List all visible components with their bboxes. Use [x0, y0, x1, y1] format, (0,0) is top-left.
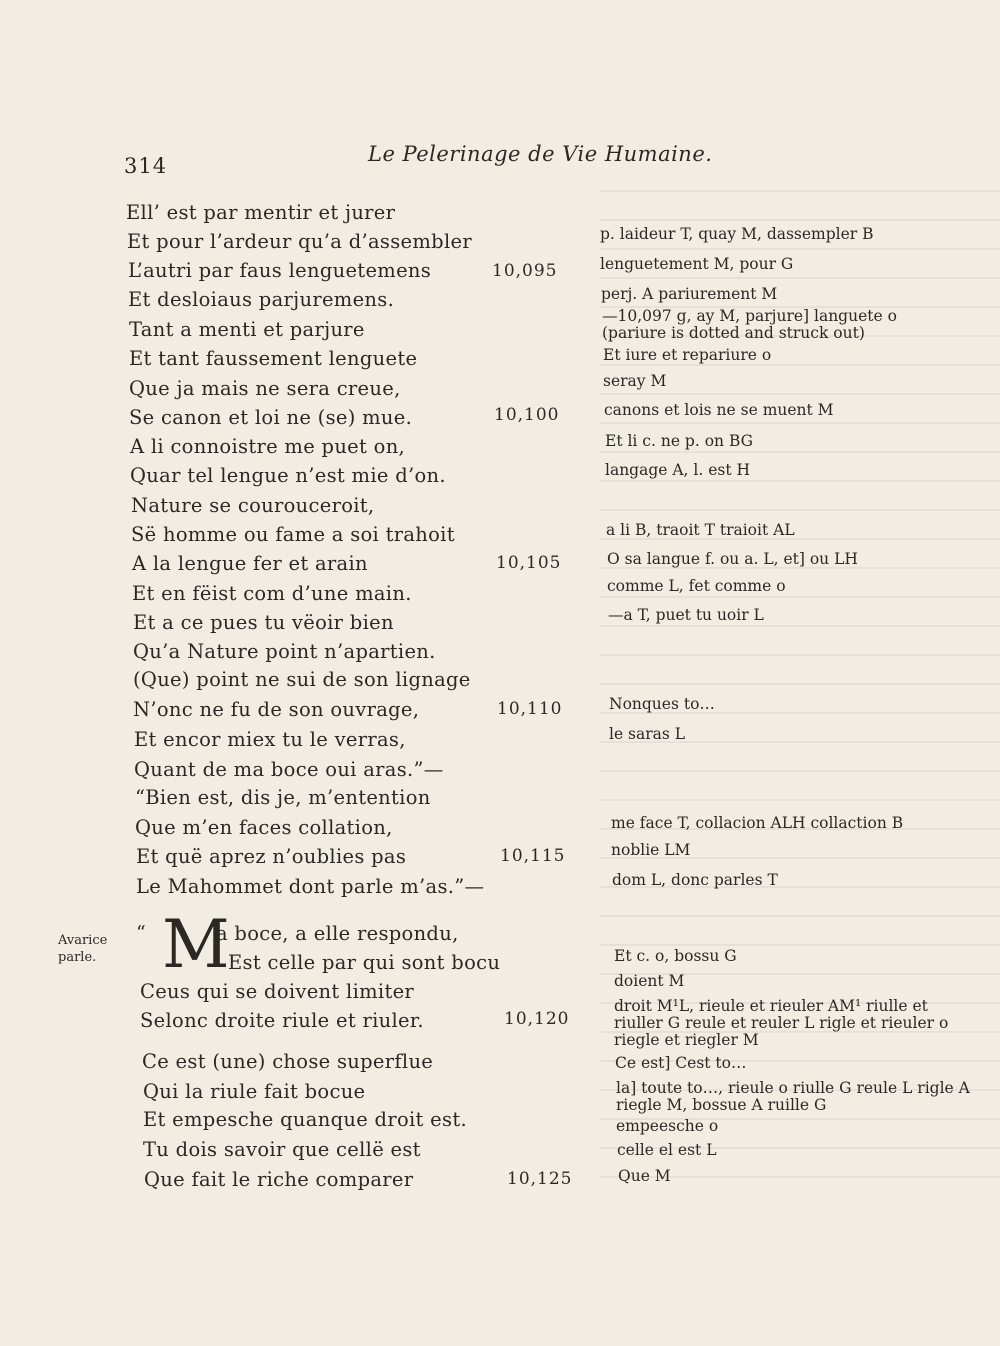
verse-line: Et quë aprez n’oublies pas: [136, 845, 407, 868]
apparatus-note: Que M: [618, 1167, 671, 1185]
apparatus-note: la] toute to…, rieule o riulle G reule L rigle A riegle M, bossue A ruille G: [616, 1079, 970, 1114]
apparatus-note: a li B, traoit T traioit AL: [606, 521, 795, 539]
apparatus-note: Nonques to…: [609, 695, 715, 713]
verse-line: Que fait le riche comparer: [144, 1168, 414, 1191]
verse-line: Et en fëist com d’une main.: [132, 582, 412, 605]
apparatus-note: noblie LM: [611, 841, 691, 859]
apparatus-note: p. laideur T, quay M, dassempler B: [600, 225, 874, 243]
verse-line: Et pour l’ardeur qu’a d’assembler: [127, 230, 472, 253]
apparatus-note: perj. A pariurement M: [601, 285, 778, 303]
apparatus-note: comme L, fet comme o: [607, 577, 786, 595]
verse-line: L’autri par faus lenguetemens: [128, 259, 432, 282]
line-number: 10,105: [496, 553, 562, 573]
verse-line: Quar tel lengue n’est mie d’on.: [130, 464, 446, 487]
apparatus-note: celle el est L: [617, 1141, 717, 1159]
verse-line: Est celle par qui sont bocu: [228, 951, 501, 974]
apparatus-note: droit M¹L, rieule et rieuler AM¹ riulle et riuller G reule et reuler L rigle et rieuler o riegle et riegler M: [614, 997, 949, 1049]
apparatus-note: dom L, donc parles T: [612, 871, 778, 889]
verse-line: “Bien est, dis je, m’entention: [135, 786, 431, 809]
apparatus-note: —10,097 g, ay M, parjure] languete o (pariure is dotted and struck out): [602, 307, 897, 342]
verse-line: Que ja mais ne sera creue,: [129, 377, 401, 400]
apparatus-note: Et iure et repariure o: [603, 346, 772, 364]
apparatus-note: O sa langue f. ou a. L, et] ou LH: [607, 550, 858, 568]
page-number: 314: [124, 154, 168, 178]
margin-note: Avarice parle.: [58, 933, 108, 965]
verse-line: Et a ce pues tu vëoir bien: [133, 611, 394, 634]
verse-line: (Que) point ne sui de son lignage: [133, 668, 471, 691]
verse-line: Se canon et loi ne (se) mue.: [129, 406, 413, 429]
apparatus-note: seray M: [603, 372, 667, 390]
apparatus-note: Ce est] Cest to…: [615, 1054, 747, 1072]
line-number: 10,115: [500, 846, 566, 866]
verse-line: Qu’a Nature point n’apartien.: [133, 640, 436, 663]
verse-line: Nature se courouceroit,: [131, 494, 375, 517]
apparatus-note: me face T, collacion ALH collaction B: [611, 814, 904, 832]
verse-line: Selonc droite riule et riuler.: [140, 1009, 424, 1032]
opening-quote: “: [136, 922, 146, 944]
apparatus-note: —a T, puet tu uoir L: [608, 606, 764, 624]
verse-line: Que m’en faces collation,: [135, 816, 393, 839]
line-number: 10,110: [497, 699, 563, 719]
verse-line: Et tant faussement lenguete: [129, 347, 418, 370]
apparatus-note: langage A, l. est H: [605, 461, 751, 479]
apparatus-note: Et c. o, bossu G: [614, 947, 737, 965]
verse-line: a boce, a elle respondu,: [216, 922, 459, 945]
verse-line: Ceus qui se doivent limiter: [140, 980, 415, 1003]
verse-line: Le Mahommet dont parle m’as.”—: [136, 875, 485, 898]
line-number: 10,100: [494, 405, 560, 425]
verse-line: Së homme ou fame a soi trahoit: [131, 523, 455, 546]
verse-line: Ell’ est par mentir et jurer: [126, 201, 396, 224]
apparatus-note: Et li c. ne p. on BG: [605, 432, 754, 450]
verse-line: Quant de ma boce oui aras.”—: [134, 758, 444, 781]
apparatus-note: doient M: [614, 972, 685, 990]
verse-line: Et encor miex tu le verras,: [134, 728, 406, 751]
verse-line: Tant a menti et parjure: [129, 318, 365, 341]
apparatus-note: empeesche o: [616, 1117, 719, 1135]
verse-line: Et empesche quanque droit est.: [143, 1108, 467, 1131]
verse-line: A li connoistre me puet on,: [130, 435, 406, 458]
drop-cap: M: [162, 906, 230, 983]
apparatus-note: canons et lois ne se muent M: [604, 401, 834, 419]
verse-line: Et desloiaus parjuremens.: [128, 288, 395, 311]
verse-line: Tu dois savoir que cellë est: [143, 1138, 421, 1161]
line-number: 10,125: [507, 1169, 573, 1189]
apparatus-note: lenguetement M, pour G: [600, 255, 794, 273]
verse-line: Ce est (une) chose superflue: [142, 1050, 434, 1073]
apparatus-note: le saras L: [609, 725, 686, 743]
verse-line: Qui la riule fait bocue: [143, 1080, 366, 1103]
verse-line: N’onc ne fu de son ouvrage,: [133, 698, 420, 721]
verse-line: A la lengue fer et arain: [132, 552, 368, 575]
line-number: 10,120: [504, 1009, 570, 1029]
running-title: Le Pelerinage de Vie Humaine.: [368, 142, 713, 166]
line-number: 10,095: [492, 261, 558, 281]
